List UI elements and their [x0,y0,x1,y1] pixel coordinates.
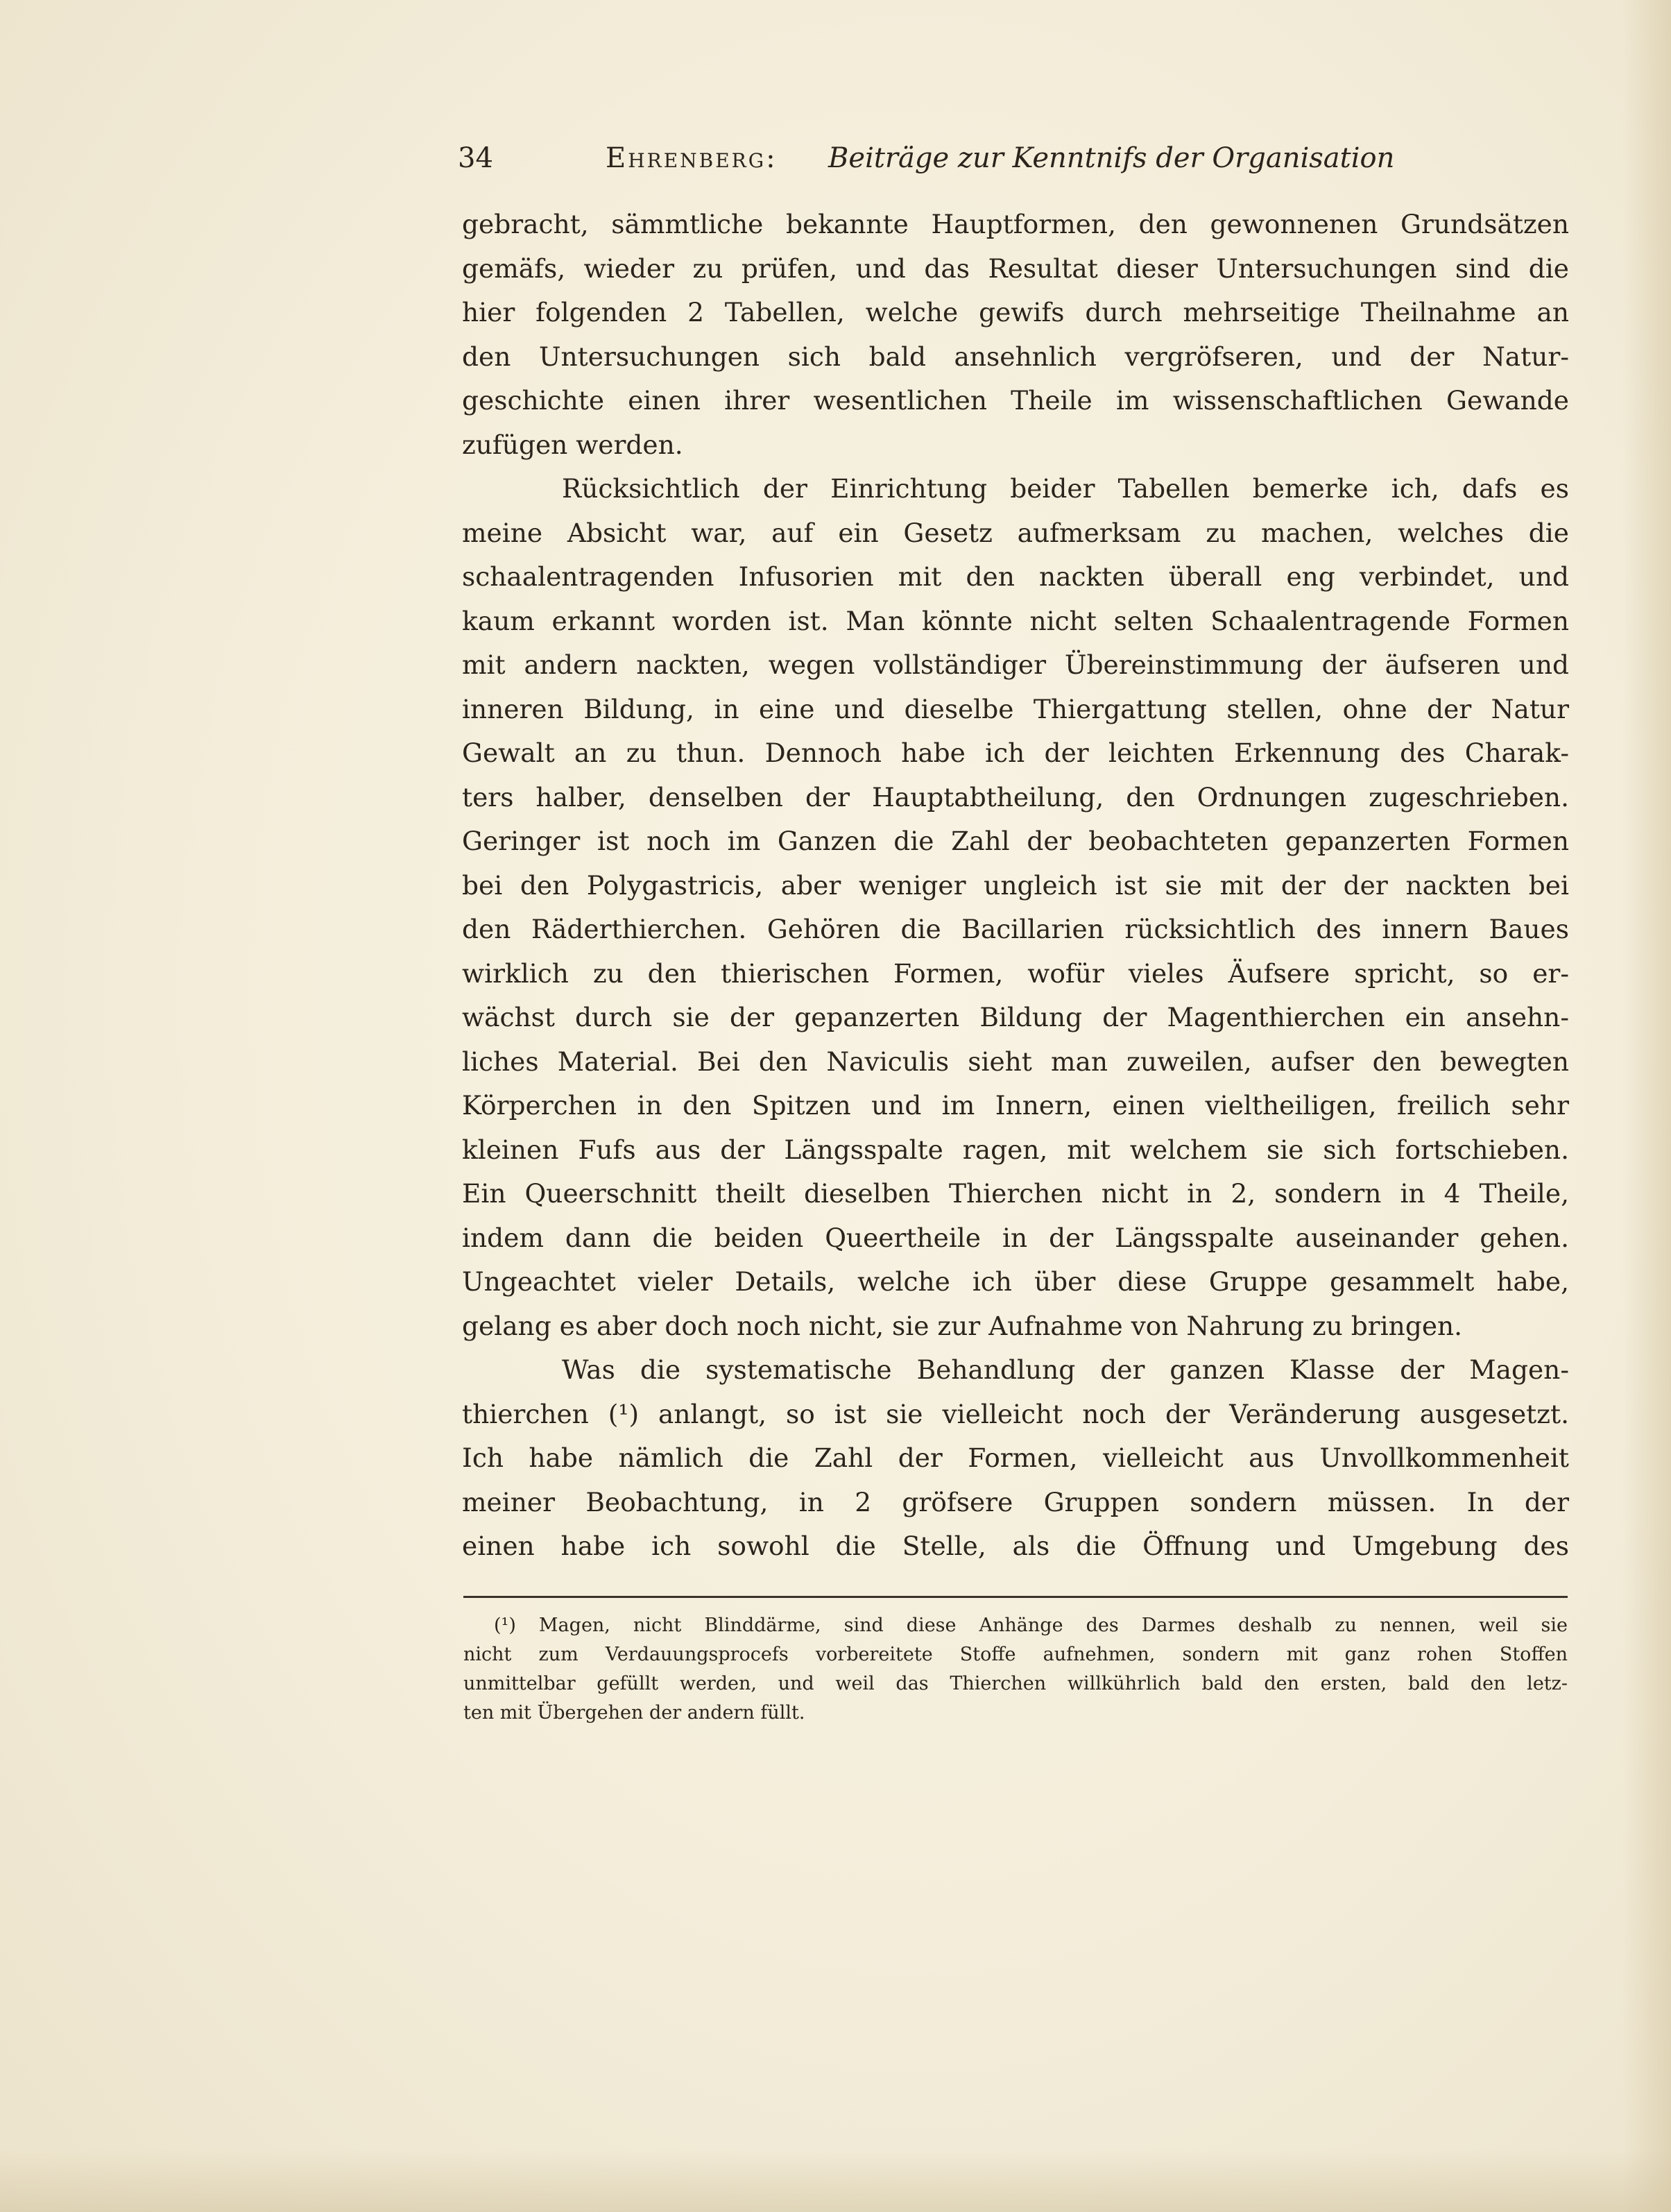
body-line: liches Material. Bei den Naviculis sieht man zuweilen, aufser den bewegten [462,1046,1569,1077]
page-number: 34 [458,142,493,174]
footnotes [463,1611,1568,1728]
body-line: mit andern nackten, wegen vollständiger Übereinstimmung der äufseren und [462,649,1569,680]
footnote-line: unmittelbar gefüllt werden, und weil das Thierchen willkührlich bald den ersten, bald den letz- [463,1673,1568,1694]
footnote-line: (¹) Magen, nicht Blinddärme, sind diese Anhänge des Darmes deshalb zu nennen, weil sie [494,1615,1568,1636]
body-line: Ein Queerschnitt theilt dieselben Thierchen nicht in 2, sondern in 4 Theile, [462,1178,1569,1209]
body-line: einen habe ich sowohl die Stelle, als die Öffnung und Umgebung des [462,1531,1569,1561]
body-line: inneren Bildung, in eine und dieselbe Thiergattung stellen, ohne der Natur [462,693,1569,724]
body-line: zufügen werden. [462,429,683,460]
body-line: gemäfs, wieder zu prüfen, und das Resultat dieser Untersuchungen sind die [462,253,1569,284]
page-edge-shadow-bottom [0,2150,1671,2212]
page-edge-shadow-right [1622,0,1671,2212]
body-line: indem dann die beiden Queertheile in der Längsspalte auseinander gehen. [462,1222,1569,1253]
body-line: Ich habe nämlich die Zahl der Formen, vielleicht aus Unvollkommenheit [462,1443,1569,1473]
footnote-divider [463,1596,1568,1598]
footnote-line: ten mit Übergehen der andern füllt. [463,1702,805,1724]
body-line: den Untersuchungen sich bald ansehnlich vergröfseren, und der Natur- [462,341,1569,372]
body-line: kleinen Fufs aus der Längsspalte ragen, mit welchem sie sich fortschieben. [462,1134,1569,1165]
body-line: wächst durch sie der gepanzerten Bildung der Magenthierchen ein ansehn- [462,1002,1569,1032]
body-line: Was die systematische Behandlung der ganzen Klasse der Magen- [562,1354,1569,1385]
body-line: Gewalt an zu thun. Dennoch habe ich der leichten Erkennung des Charak- [462,738,1569,768]
body-line: bei den Polygastricis, aber weniger ungleich ist sie mit der der nackten bei [462,869,1569,901]
body-line: Körperchen in den Spitzen und im Innern, einen vieltheiligen, freilich sehr [462,1090,1569,1121]
body-line: gebracht, sämmtliche bekannte Hauptformen, den gewonnenen Grundsätzen [462,209,1569,239]
body-line: geschichte einen ihrer wesentlichen Theile im wissenschaftlichen Gewande [462,385,1569,416]
body-line: wirklich zu den thierischen Formen, wofür vieles Äufsere spricht, so er- [462,958,1569,989]
body-line: ters halber, denselben der Hauptabtheilung, den Ordnungen zugeschrieben. [462,781,1569,813]
body-line: thierchen (¹) anlangt, so ist sie vielleicht noch der Veränderung ausgesetzt. [462,1398,1569,1429]
body-text [462,203,1569,1569]
body-line: meiner Beobachtung, in 2 gröfsere Gruppen sondern müssen. In der [462,1486,1569,1517]
body-line: gelang es aber doch noch nicht, sie zur Aufnahme von Nahrung zu bringen. [462,1310,1463,1341]
body-line: kaum erkannt worden ist. Man könnte nicht selten Schaalentragende Formen [462,605,1569,636]
body-line: schaalentragenden Infusorien mit den nackten überall eng verbindet, und [462,561,1569,592]
running-header [458,137,1429,179]
body-line: Geringer ist noch im Ganzen die Zahl der beobachteten gepanzerten Formen [462,826,1569,856]
body-line: den Räderthierchen. Gehören die Bacillarien rücksichtlich des innern Baues [462,914,1569,944]
body-line: Rücksichtlich der Einrichtung beider Tabellen bemerke ich, dafs es [562,473,1569,504]
running-header-title: Beiträge zur Kenntnifs der Organisation [828,142,1395,174]
footnote-line: nicht zum Verdauungsprocefs vorbereitete Stoffe aufnehmen, sondern mit ganz rohen Stoffen [463,1644,1568,1665]
body-line: meine Absicht war, auf ein Gesetz aufmerksam zu machen, welches die [462,517,1569,548]
body-line: Ungeachtet vieler Details, welche ich über diese Gruppe gesammelt habe, [462,1266,1569,1297]
running-header-author: Ehrenberg: [606,142,778,174]
body-line: hier folgenden 2 Tabellen, welche gewifs durch mehrseitige Theilnahme an [462,297,1569,327]
